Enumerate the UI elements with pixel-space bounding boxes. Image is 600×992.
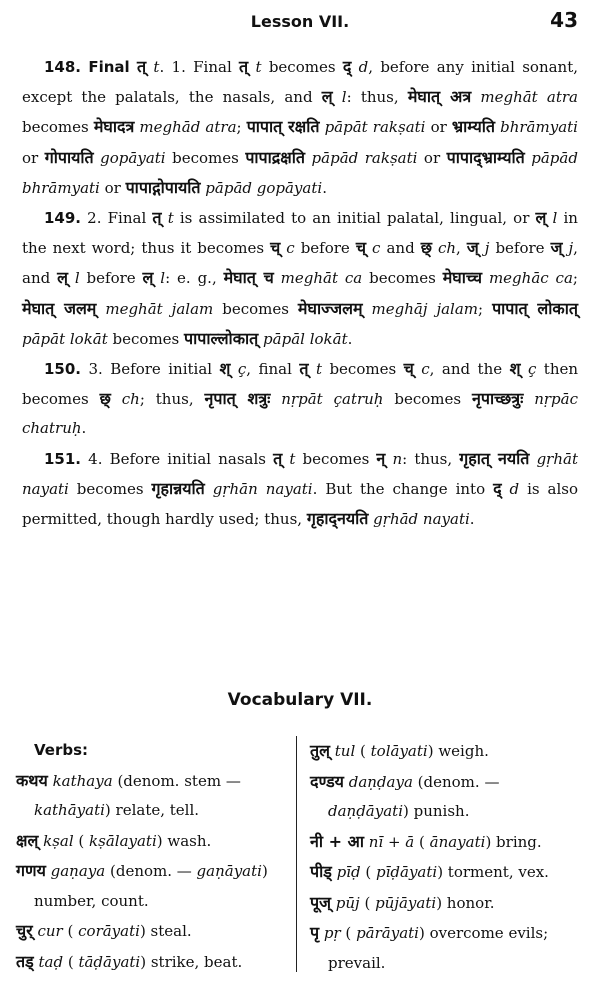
text-run: ) weigh. [427, 742, 489, 760]
text-run: : e. g., [165, 269, 224, 288]
transliteration: pāpād gopāyati [205, 178, 323, 197]
paragraph-number: 150. [44, 360, 82, 379]
text-run: becomes [322, 360, 404, 379]
transliteration: n [392, 449, 403, 468]
transliteration: gṛhān nayati [212, 479, 313, 498]
text-run: 2. Final [87, 209, 153, 228]
transliteration: meghāt atra [480, 88, 578, 107]
transliteration: kṣālayati [89, 831, 157, 850]
text-run: ) overcome evils; prevail. [328, 924, 549, 972]
transliteration: ch [437, 239, 457, 258]
text-run: ; [478, 299, 493, 318]
paragraph-number: 151. [44, 449, 82, 468]
devanagari-text: गृहाद्नयति [306, 509, 369, 529]
transliteration: pāpāt lokāt [22, 329, 108, 348]
transliteration: t [167, 209, 174, 228]
transliteration: tolāyati [370, 742, 428, 760]
column-divider [296, 736, 297, 972]
paragraph [22, 52, 578, 203]
text-run: ) steal. [139, 922, 192, 940]
devanagari-text: पीड् [310, 862, 332, 881]
transliteration: pāpāt rakṣati [324, 118, 426, 137]
text-run: , before any initial sonant, except the palatals, the nasals, and [22, 58, 579, 107]
transliteration: d [358, 58, 369, 76]
devanagari-text: क्षल् [16, 830, 39, 850]
transliteration: pīḍ [336, 863, 361, 881]
page-header [0, 6, 600, 36]
text-run: before [79, 269, 143, 288]
vocabulary-entry [310, 918, 584, 978]
vocabulary-entry [310, 827, 584, 858]
devanagari-text: श् [219, 359, 231, 379]
devanagari-text: मेघाज्जलम् [297, 298, 363, 318]
transliteration: kathaya [52, 771, 113, 790]
transliteration: l [552, 209, 558, 228]
devanagari-text: पापाद्गोपायति [125, 177, 201, 197]
transliteration: nī + ā [368, 832, 415, 851]
vocabulary-entry [310, 888, 584, 919]
devanagari-text: ज् [550, 238, 563, 258]
text-run: and [380, 239, 421, 258]
devanagari-text: मेघात् जलम् [22, 298, 97, 318]
devanagari-text: नृपाच्छत्रुः [472, 389, 524, 409]
transliteration: pīḍāyati [376, 863, 438, 881]
vocabulary-left-column [16, 736, 288, 977]
transliteration: meghāc ca [488, 269, 573, 288]
text-run: ) honor. [436, 893, 495, 912]
transliteration: c [421, 360, 430, 379]
transliteration: pārāyati [356, 924, 419, 942]
text-run: in the next word; thus it becomes [22, 209, 578, 258]
text-run: , and [22, 239, 578, 288]
transliteration: meghāt ca [280, 269, 363, 288]
text-run: (denom. — [105, 862, 197, 880]
transliteration: l [160, 269, 166, 288]
text-run: (denom. stem — [112, 771, 241, 790]
transliteration: gaṇāyati [196, 862, 262, 880]
paragraph [22, 203, 578, 354]
text-run: ) number, count. [34, 862, 268, 910]
transliteration: gṛhāt nayati [22, 449, 578, 498]
paragraph-lead: Final [88, 58, 130, 76]
devanagari-text: छ् [99, 389, 111, 409]
text-run: becomes [362, 269, 443, 288]
text-run: before [294, 239, 356, 258]
transliteration: tul [334, 742, 356, 760]
devanagari-text: पूज् [310, 892, 331, 912]
text-run: ( [63, 952, 74, 971]
text-run: ; thus, [139, 390, 205, 409]
devanagari-text: मेघात् अत्र [407, 87, 472, 107]
text-run: becomes [68, 479, 152, 498]
body-text [22, 52, 578, 534]
vocabulary-entry [16, 916, 288, 947]
text-run: . [322, 178, 327, 197]
devanagari-text: दण्डय [310, 771, 344, 791]
vocabulary-entry [16, 947, 288, 978]
paragraph-number: 148. [44, 58, 82, 76]
text-run: ( [340, 924, 352, 942]
text-run: ) relate, tell. [104, 801, 200, 819]
devanagari-text: पापाल्लोकात् [184, 328, 259, 348]
transliteration: pāpāl lokāt [263, 329, 348, 348]
vocabulary-list [16, 736, 584, 976]
devanagari-text: पापाद्भ्राम्यति [446, 147, 525, 167]
devanagari-text: द् [493, 478, 502, 498]
transliteration: j [568, 239, 574, 258]
text-run: before [489, 239, 551, 258]
transliteration: bhrāmyati [500, 118, 578, 137]
transliteration: pāpād bhrāmyati [22, 148, 578, 197]
devanagari-text: गृहान्नयति [151, 478, 205, 498]
transliteration: cur [37, 922, 63, 940]
transliteration: ch [121, 390, 140, 409]
transliteration: gopāyati [100, 148, 166, 167]
text-run: ; [572, 269, 578, 288]
devanagari-text: नृपात् शत्रुः [204, 389, 271, 409]
vocabulary-entry [310, 736, 584, 767]
devanagari-text: च् [270, 238, 281, 258]
transliteration: daṇḍāyati [328, 802, 403, 820]
text-run: 4. Before initial nasals [88, 449, 274, 468]
text-run: ) strike, beat. [140, 952, 243, 971]
text-run: ) torment, vex. [437, 863, 549, 881]
text-run: . [81, 419, 87, 438]
devanagari-text: पृ [310, 923, 320, 942]
transliteration: t [153, 58, 160, 76]
transliteration: pāpād rakṣati [311, 148, 418, 167]
devanagari-text: कथय [16, 770, 48, 790]
text-run: (denom. — [412, 772, 500, 791]
text-run: , final [246, 360, 300, 379]
devanagari-text: द् [342, 57, 352, 76]
transliteration: j [484, 239, 490, 258]
devanagari-text: त् [239, 57, 249, 76]
devanagari-text: त् [136, 57, 147, 76]
transliteration: t [289, 449, 296, 468]
running-head: Lesson VII. [250, 12, 350, 31]
text-run: . [469, 510, 475, 529]
devanagari-text: ज् [466, 238, 479, 258]
transliteration: l [74, 269, 80, 288]
devanagari-text: मेघात् च [223, 268, 274, 288]
devanagari-text: मेघादत्र [93, 117, 135, 137]
text-run: or [425, 118, 452, 137]
text-run: or [99, 178, 126, 197]
transliteration: kṣal [43, 831, 74, 850]
transliteration: ç [237, 360, 247, 379]
transliteration: daṇḍaya [348, 772, 413, 791]
transliteration: t [255, 58, 262, 76]
text-run: ) bring. [485, 832, 542, 851]
text-run: is assimilated to an initial palatal, lingual, or [173, 209, 536, 228]
transliteration: l [341, 88, 347, 107]
devanagari-text: ल् [57, 268, 68, 288]
paragraph-number: 149. [44, 209, 82, 228]
devanagari-text: न् [376, 448, 386, 468]
devanagari-text: पापात् लोकात् [492, 298, 578, 318]
text-run: becomes [22, 118, 94, 137]
text-run: then becomes [22, 360, 579, 409]
transliteration: t [315, 360, 322, 379]
transliteration: gaṇaya [50, 862, 106, 880]
transliteration: c [286, 239, 295, 258]
paragraph [22, 444, 578, 535]
text-run: ( [62, 922, 74, 940]
text-run: becomes [165, 148, 246, 167]
transliteration: d [509, 479, 520, 498]
text-run: . But the change into [312, 479, 494, 498]
devanagari-text: च् [403, 359, 414, 379]
transliteration: kathāyati [34, 801, 105, 819]
devanagari-text: तड् [16, 951, 34, 971]
devanagari-text: नी + आ [310, 831, 364, 851]
transliteration: c [372, 239, 381, 258]
devanagari-text: त् [273, 448, 283, 468]
devanagari-text: त् [152, 208, 162, 228]
transliteration: meghād atra [139, 118, 237, 137]
vocabulary-entry [16, 826, 288, 857]
text-run: ) punish. [403, 802, 470, 820]
devanagari-text: पापात् रक्षति [246, 117, 320, 137]
vocabulary-right-column [310, 736, 584, 978]
text-run: becomes [107, 329, 185, 348]
text-run: ( [355, 742, 366, 760]
vocabulary-title: Vocabulary VII. [227, 690, 373, 710]
transliteration: ç [527, 360, 537, 379]
devanagari-text: गृहात् नयति [459, 448, 530, 468]
transliteration: ānayati [429, 832, 486, 851]
devanagari-text: ल् [321, 87, 333, 107]
devanagari-text: पापाद्रक्षति [245, 147, 306, 167]
devanagari-text: गणय [16, 861, 46, 880]
vocabulary-entry [310, 767, 584, 827]
text-run: ( [73, 831, 85, 850]
devanagari-text: भ्राम्यति [451, 117, 496, 137]
text-run: becomes [295, 449, 377, 468]
text-run: or [417, 148, 447, 167]
text-run: 3. Before initial [88, 360, 220, 379]
devanagari-text: ल् [535, 208, 547, 228]
transliteration: tāḍāyati [78, 952, 141, 971]
transliteration: taḍ [38, 952, 64, 971]
text-run: . [347, 329, 353, 348]
devanagari-text: चुर् [16, 921, 33, 940]
text-run: or [22, 148, 45, 167]
paragraph [22, 354, 578, 444]
page-number: 43 [550, 8, 578, 32]
text-run: becomes [261, 58, 343, 76]
text-run: ; [236, 118, 247, 137]
devanagari-text: तुल् [310, 741, 330, 760]
transliteration: nṛpāc chatruḥ [22, 390, 578, 438]
transliteration: gṛhād nayati [373, 510, 470, 529]
vocabulary-entry [16, 856, 288, 916]
text-run: : thus, [346, 88, 408, 107]
text-run: ( [360, 863, 372, 881]
devanagari-text: श् [509, 359, 521, 379]
devanagari-text: मेघाच्च [442, 268, 483, 288]
transliteration: corāyati [78, 922, 140, 940]
devanagari-text: छ् [420, 238, 432, 258]
transliteration: nṛpāt çatruḥ [281, 390, 384, 409]
devanagari-text: गोपायति [44, 147, 94, 167]
text-run: . 1. Final [159, 58, 240, 76]
text-run: , and the [429, 360, 510, 379]
text-run: is also permitted, though hardly used; thus, [22, 479, 578, 529]
transliteration: pūjāyati [375, 893, 437, 912]
vocabulary-entry [310, 857, 584, 888]
devanagari-text: त् [299, 359, 309, 379]
text-run: : thus, [402, 449, 460, 468]
transliteration: meghāj jalam [371, 299, 479, 318]
text-run: ( [414, 832, 425, 851]
text-run: becomes [383, 390, 473, 409]
text-run: becomes [213, 299, 298, 318]
transliteration: meghāt jalam [105, 299, 214, 318]
transliteration: pūj [335, 893, 360, 912]
transliteration: pṛ [323, 924, 341, 942]
text-run: ( [359, 893, 371, 912]
vocabulary-heading: Verbs: [34, 741, 89, 759]
vocabulary-entry [16, 766, 288, 826]
devanagari-text: ल् [142, 268, 154, 288]
text-run: ) wash. [156, 831, 212, 850]
devanagari-text: च् [355, 238, 367, 258]
text-run: , [456, 239, 467, 258]
